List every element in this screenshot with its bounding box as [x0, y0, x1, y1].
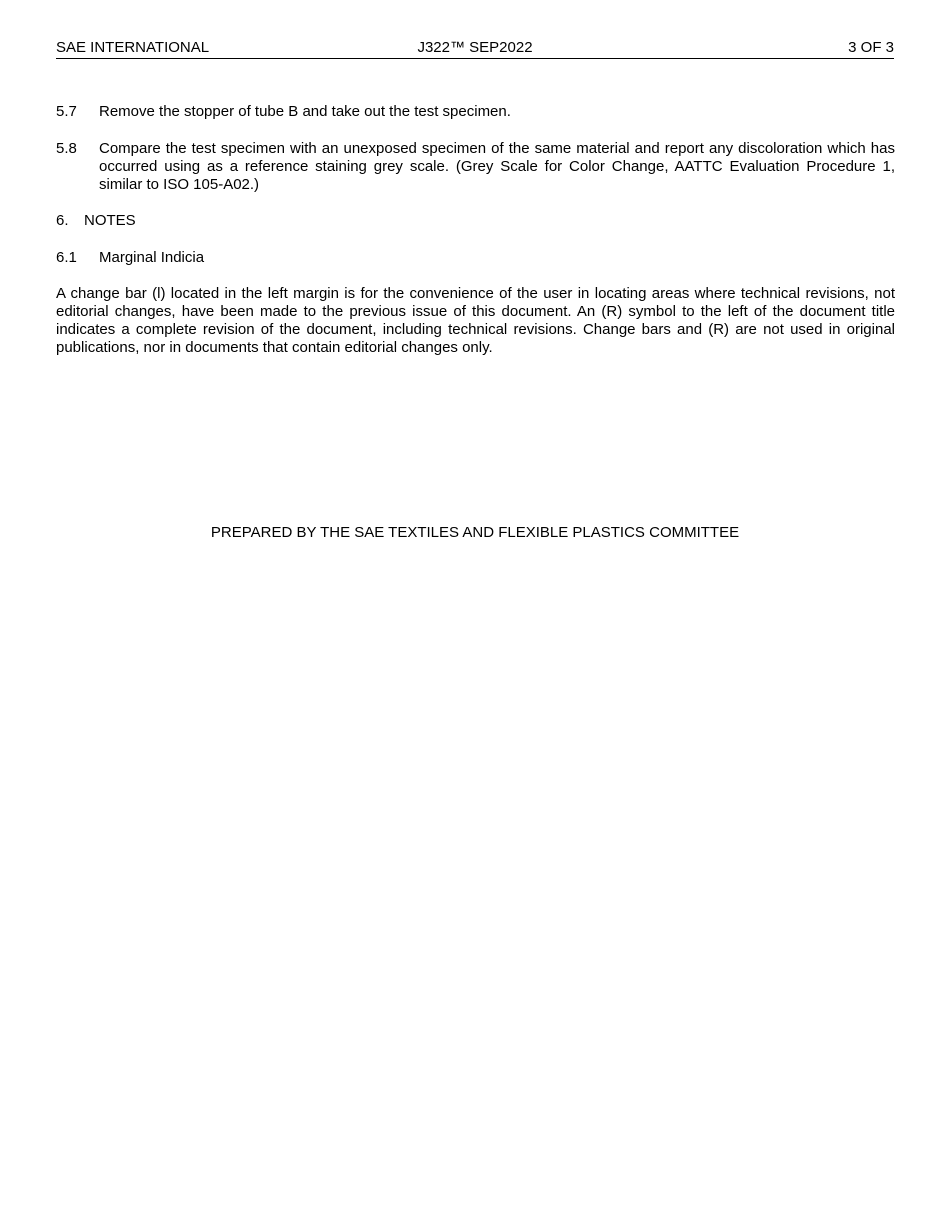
page-number: 3 OF 3 [848, 39, 894, 56]
page-header [56, 38, 894, 59]
clause-5-7 [56, 103, 895, 121]
clause-text: Compare the test specimen with an unexposed specimen of the same material and report any discoloration which has occurred using as a reference staining grey scale. (Grey Scale for Color Change, AATTC Evaluation Procedure 1, similar to ISO 105-A02.) [99, 140, 895, 193]
clause-title: Marginal Indicia [99, 249, 205, 266]
committee-statement: PREPARED BY THE SAE TEXTILES AND FLEXIBLE PLASTICS COMMITTEE [210, 524, 740, 541]
notes-paragraph: A change bar (l) located in the left margin is for the convenience of the user in locating areas where technical revisions, not editorial changes, have been made to the previous issue of this document. An (R) symbol to the left of the document title indicates a complete revision of the document, including technical revisions. Change bars and (R) are not used in original publications, nor in documents that contain editorial changes only. [56, 285, 895, 356]
section-title: NOTES [84, 212, 136, 229]
clause-number: 6.1 [56, 249, 77, 266]
section-number: 6. [56, 212, 69, 229]
clause-number: 5.7 [56, 103, 77, 120]
document-id: J322™ SEP2022 [417, 39, 533, 56]
publisher-name: SAE INTERNATIONAL [56, 39, 210, 56]
clause-5-8 [56, 140, 895, 194]
section-6-heading [56, 212, 136, 230]
clause-text: Remove the stopper of tube B and take out the test specimen. [99, 103, 511, 120]
clause-number: 5.8 [56, 140, 77, 157]
clause-6-1 [56, 249, 895, 267]
